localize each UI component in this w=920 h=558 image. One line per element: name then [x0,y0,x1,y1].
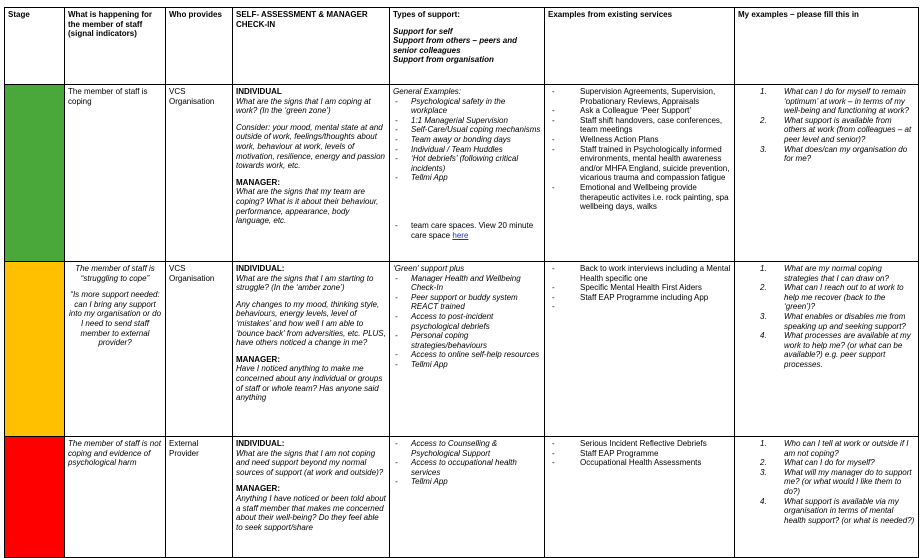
header-happening: What is happening for the member of staff (signal indicators) [65,8,166,85]
list-item: 2. What support is available from others at work (from colleagues – at peer level and senior)? [760,115,912,144]
list-item: - Staff trained in Psychologically informed environments, mental health awareness and/or MHFA England, suicide prevention, vicarious trauma and compassion fatigue [548,145,731,183]
list-item: - Back to work interviews including a Mental Health specific one [548,264,731,283]
header-self-assessment: SELF- ASSESSMENT & MANAGER CHECK-IN [233,8,390,85]
self-assessment-cell [233,437,390,558]
list-item: 1. What are my normal coping strategies that I can draw on? [760,264,889,283]
list-item [393,221,541,240]
stage-swatch-green [5,85,65,262]
support-cell [390,262,545,437]
list-item: - Supervision Agreements, Supervision, Probationary Reviews, Appraisals [548,87,731,106]
stage-row-red [5,437,919,558]
examples-cell [545,85,735,262]
manager-question: What are the signs that my team are coping? What is it about their behaviour, performance, appearance, body language, etc. [236,187,379,226]
stage-row-green [5,85,919,262]
individual-question: What are the signs that I am coping at work? (In the ‘green zone’) [236,96,371,116]
list-item: - Team away or bonding days [393,135,541,145]
list-item: 2. What can I do for myself? [760,458,875,468]
manager-label: MANAGER: [236,484,280,494]
list-item: - Tellmi App [393,360,541,370]
list-item: - Access to online self-help resources [393,350,541,360]
types-title: Types of support: [393,10,460,19]
header-types-of-support [390,8,545,85]
list-item: - Serious Incident Reflective Debriefs [548,439,731,449]
consider-text: Consider: your mood, mental state at and outside of work, feelings/thoughts about work, behaviour at work, levels of motivation, resilience, energy and passion towards work, etc. [236,122,385,171]
list-item: - Manager Health and Wellbeing Check-In [393,274,541,293]
types-line-others: Support from others – peers and senior colleagues [393,36,518,55]
self-assessment-cell [233,85,390,262]
list-item: 1. What can I do for myself to remain ‘optimum’ at work – in terms of my well-being and functioning at work? [760,87,909,116]
header-stage: Stage [5,8,65,85]
header-who-provides: Who provides [166,8,233,85]
list-item: - Ask a Colleague ‘Peer Support’ [548,106,731,116]
list-item: - Staff EAP Programme [548,449,731,459]
list-item: - Specific Mental Health First Aiders [548,283,731,293]
support-intro: ‘Green’ support plus [393,264,465,273]
care-space-text: team care spaces. View 20 minute care space [411,220,534,240]
individual-question: What are the signs that I am not coping and need support beyond my normal sources of support (at work and outside)? [236,448,384,477]
list-item: - Occupational Health Assessments [548,458,731,468]
list-item: - Staff shift handovers, case conferences, team meetings [548,116,731,135]
list-item: - Staff EAP Programme including App [548,293,731,303]
list-item: 1. Who can I tell at work or outside if I am not coping? [760,439,909,458]
header-my-examples: My examples – please fill this in [735,8,919,85]
types-line-self: Support for self [393,26,453,36]
happening-text: The member of staff is “struggling to cope” [75,264,155,283]
list-item: - Psychological safety in the workplace [393,97,541,116]
list-item: - Individual / Team Huddles [393,145,541,155]
support-cell [390,437,545,558]
examples-cell [545,437,735,558]
list-item: - Tellmi App [393,477,541,487]
examples-cell [545,262,735,437]
support-framework-table [4,7,919,558]
manager-question: Have I noticed anything to make me concerned about any individual or groups of staff or whole team? Has anyone said anything [236,364,383,403]
list-item: 4. What support is available via my organisation in terms of mental health support? (or what is needed?) [760,496,915,525]
list-item: - Access to Counselling & Psychological Support [393,439,541,458]
list-item: - Wellness Action Plans [548,135,731,145]
list-item: 2. What can I reach out to at work to help me recover (back to the ‘green’)? [760,283,904,312]
list-item: - Access to post-incident psychological debriefs [393,312,541,331]
list-item: - ‘Hot debriefs’ (following critical incidents) [393,154,541,173]
list-item: 3. What will my manager do to support me? (or what would I like them to do?) [760,467,912,496]
header-examples: Examples from existing services [545,8,735,85]
list-item: - Self-Care/Usual coping mechanisms [393,125,541,135]
list-item: - Emotional and Wellbeing provide therapeutic activites i.e. rock painting, spa wellbeing days, walks [548,183,731,212]
stage-swatch-red [5,437,65,558]
list-item: 4. What processes are available at my work to help me? (or what can be available?) e.g. peer support processes. [760,331,911,369]
care-space-link[interactable]: here [452,230,469,240]
provider-cell: External Provider [166,437,233,558]
my-examples-cell [735,262,919,437]
happening-cell: The member of staff is not coping and evidence of psychological harm [65,437,166,558]
happening-cell: The member of staff is coping [65,85,166,262]
manager-question: Anything I have noticed or been told about a staff member that makes me concerned about their well-being? Do they feel able to seek support/share [236,493,386,532]
manager-label: MANAGER: [236,177,280,187]
list-item: 3. What does/can my organisation do for me? [760,144,908,164]
individual-question: What are the signs that I am starting to struggle? (In the ‘amber zone’) [236,273,374,293]
provider-cell: VCS Organisation [166,262,233,437]
list-item: - Personal coping strategies/behaviours [393,331,541,350]
consider-text: Any changes to my mood, thinking style, behaviours, energy levels, level of ‘mistakes’ and how well I am able to ‘bounce back’ from adversities, etc. PLUS, have others noticed a change in me? [236,299,386,348]
individual-label: INDIVIDUAL: [236,439,285,448]
individual-label: INDIVIDUAL: [236,264,285,273]
stage-row-amber [5,262,919,437]
list-item: - Peer support or buddy system REACT trained [393,293,541,312]
self-assessment-cell [233,262,390,437]
happening-cell [65,262,166,437]
list-item: - Tellmi App [393,173,541,183]
provider-cell: VCS Organisation [166,85,233,262]
support-cell [390,85,545,262]
list-item: 3. What enables or disables me from speaking up and seeking support? [760,311,906,331]
my-examples-cell [735,437,919,558]
my-examples-cell [735,85,919,262]
list-item: - 1:1 Managerial Supervision [393,116,541,126]
header-row [5,8,919,85]
list-item [548,302,731,312]
manager-label: MANAGER: [236,354,280,364]
types-line-organisation: Support from organisation [393,55,494,65]
stage-swatch-amber [5,262,65,437]
happening-quote: “Is more support needed: can I bring any support into my organisation or do I need to send staff member to external provider? [68,290,162,348]
support-intro: General Examples: [393,87,462,96]
individual-label: INDIVIDUAL [236,87,282,96]
list-item: - Access to occupational health services [393,458,541,477]
